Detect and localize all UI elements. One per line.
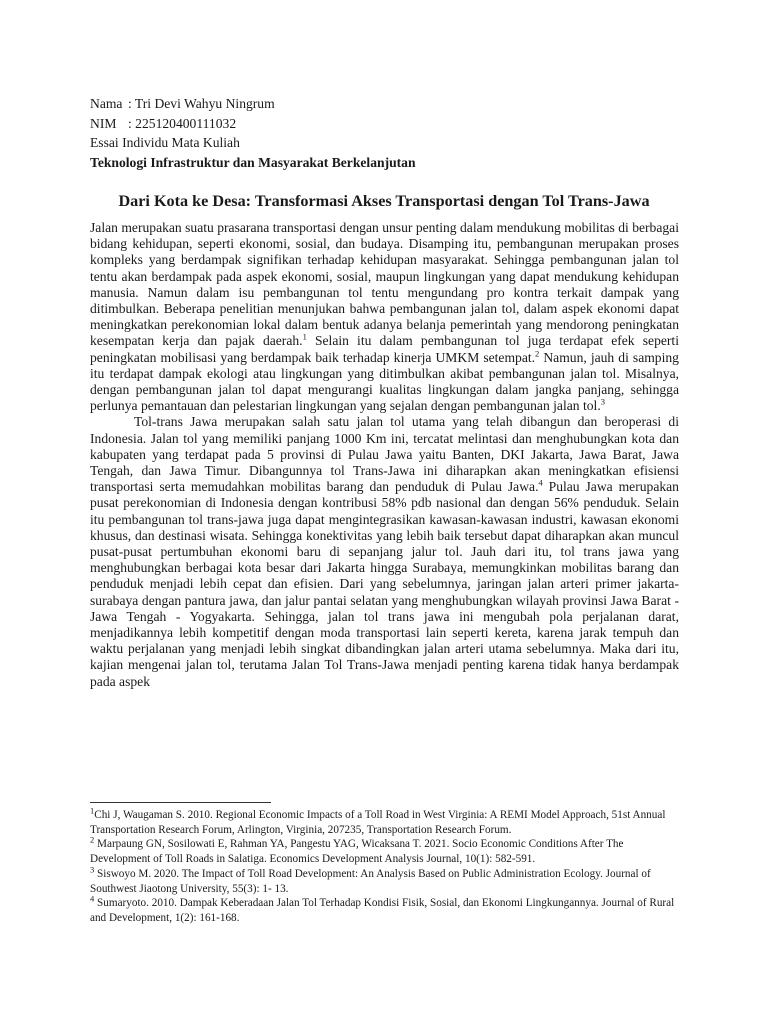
footnote-ref-4: 4 [538, 477, 543, 488]
essay-type: Essai Individu Mata Kuliah [90, 135, 240, 150]
footnote-ref-1: 1 [302, 331, 307, 342]
footnote-ref-2: 2 [535, 348, 540, 359]
name-row [90, 94, 416, 114]
footnote-ref-3: 3 [600, 396, 605, 407]
paragraph-1-text-b: Selain itu dalam pembangunan tol juga terdapat efek seperti peningkatan mobilisasi yang berdampak baik terhadap kinerja UMKM setempat. [90, 333, 679, 365]
nim-row [90, 114, 416, 134]
footnote-number: 1 [90, 805, 95, 816]
paragraph-1-text-c: Namun, jauh di samping itu terdapat dampak ekologi atau lingkungan yang ditimbulkan akibat pembangunan jalan tol. Misalnya, dengan pembangunan jalan tol dapat mengurangi kualitas lingkungan dalam jangka panjang, sehingga perlunya pemantauan dan pelestarian lingkungan yang sejalan dengan pembangunan jalan tol. [90, 349, 679, 414]
nim-value: : 225120400111032 [128, 115, 237, 131]
footnotes [90, 805, 679, 926]
footnote-separator [90, 802, 271, 803]
footnote-text: Chi J, Waugaman S. 2010. Regional Economic Impacts of a Toll Road in West Virginia: A REMI Model Approach, 51st Annual Transportation Research Forum, Arlington, Virginia, 207235, Transportation Research Forum. [90, 809, 666, 836]
course-title: Teknologi Infrastruktur dan Masyarakat Berkelanjutan [90, 154, 416, 170]
paragraph-2-text-b: Pulau Jawa merupakan pusat perekonomian di Indonesia dengan kontribusi 58% pdb nasional dan dengan 56% penduduk. Selain itu pembangunan tol trans-jawa juga dapat mengintegrasikan kawasan-kawasan industri, kawasan ekonomi khusus, dan destinasi wisata. Sehingga konektivitas yang lebih baik tersebut dapat diharapkan akan muncul pusat-pusat pertumbuhan ekonomi baru di sepanjang jalur tol. Jauh dari itu, tol trans jawa yang menghubungkan berbagai kota besar dari Jakarta hingga Surabaya, memungkinkan mobilitas barang dan penduduk menjadi lebih cepat dan efisien. Dari yang sebelumnya, jaringan jalan arteri primer jakarta-surabaya dengan pantura jawa, dan jalur pantai selatan yang menghubungkan wilayah provinsi Jawa Barat - Jawa Tengah - Yogyakarta. Sehingga, jalan tol trans jawa ini mengubah pola perjalanan darat, menjadikannya lebih kompetitif dengan moda transportasi lain seperti kereta, karena jarak tempuh dan waktu perjalanan yang menjadi lebih singkat dibandingkan jalan arteri utama sebelumnya. Maka dari itu, kajian mengenai jalan tol, terutama Jalan Tol Trans-Jawa menjadi penting karena tidak hanya berdampak pada aspek [90, 479, 679, 689]
name-label: Nama [90, 96, 123, 111]
essay-title: Dari Kota ke Desa: Transformasi Akses Transportasi dengan Tol Trans-Jawa [118, 192, 650, 210]
footnote-text: Marpaung GN, Sosilowati E, Rahman YA, Pangestu YAG, Wicaksana T. 2021. Socio Economic Conditions After The Development of Toll Roads in Salatiga. Economics Development Analysis Journal, 10(1): 582-591. [90, 838, 624, 866]
footnote-4 [90, 893, 679, 925]
footnote-number: 3 [90, 864, 95, 875]
paragraph-2 [90, 414, 679, 689]
footnote-number: 4 [90, 893, 95, 904]
essay-body [90, 220, 679, 690]
footnote-1 [90, 805, 679, 837]
paragraph-2-text-a: Tol-trans Jawa merupakan salah satu jalan tol utama yang telah dibangun dan beroperasi di Indonesia. Jalan tol yang memiliki panjang 1000 Km ini, tercatat melintasi dan menghubungkan kota dan kabupaten yang terdapat pada 5 provinsi di Pulau Jawa yaitu Banten, DKI Jakarta, Jawa Barat, Jawa Tengah, dan Jawa Timur. Dibangunnya tol Trans-Jawa ini diharapkan akan meningkatkan efisiensi transportasi serta memudahkan mobilitas barang dan penduduk di Pulau Jawa. [90, 414, 679, 495]
footnote-number: 2 [90, 834, 95, 845]
footnote-text: Siswoyo M. 2020. The Impact of Toll Road Development: An Analysis Based on Public Administration Ecology. Journal of Southwest Jiaotong University, 55(3): 1- 13. [90, 867, 651, 895]
footnote-3 [90, 864, 679, 896]
nim-label: NIM [90, 115, 117, 131]
footnote-text: Sumaryoto. 2010. Dampak Keberadaan Jalan Tol Terhadap Kondisi Fisik, Sosial, dan Ekonomi Lingkungannya. Journal of Rural and Development, 1(2): 161-168. [90, 897, 675, 924]
author-header [90, 94, 416, 172]
paragraph-1-text-a: Jalan merupakan suatu prasarana transportasi dengan unsur penting dalam mendukung mobilitas di berbagai bidang kehidupan, seperti ekonomi, sosial, dan budaya. Disamping itu, pembangunan merupakan proses kompleks yang berdampak signifikan terhadap kehidupan masyarakat. Sehingga pembangunan jalan tol tentu akan berdampak pada aspek ekonomi, sosial, maupun lingkungan yang dapat mendukung kehidupan manusia. Namun dalam isu pembangunan tol tentu mengundang pro kontra terkait dampak yang ditimbulkan. Beberapa penelitian menunjukan bahwa pembangunan jalan tol, dalam aspek ekonomi dapat meningkatkan perekonomian lokal dalam bentuk adanya belanja pemerintah yang mendorong peningkatan kesempatan kerja dan pajak daerah. [90, 220, 679, 349]
paragraph-1 [90, 220, 679, 414]
name-value: : Tri Devi Wahyu Ningrum [128, 96, 275, 111]
footnote-2 [90, 834, 679, 866]
